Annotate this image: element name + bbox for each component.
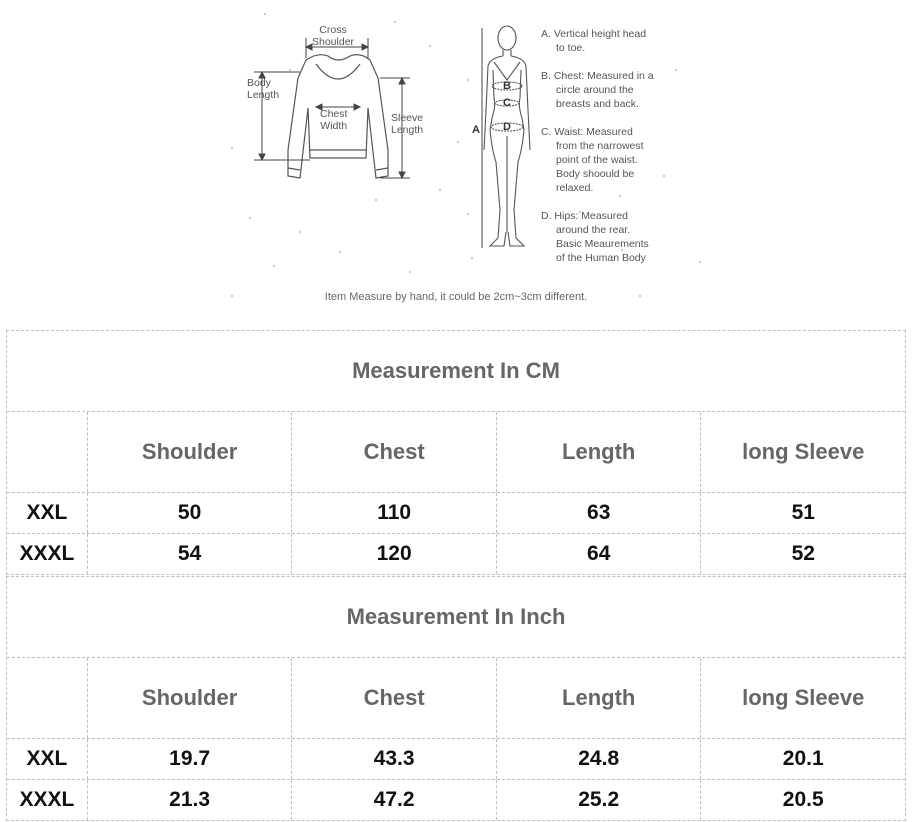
sleeve-cell: 52 — [700, 534, 905, 574]
note-d-line1: D. Hips: Measured — [541, 210, 628, 222]
note-d-line2: around the rear. — [556, 224, 631, 236]
header-cell-sleeve: long Sleeve — [700, 412, 905, 492]
length-cell: 25.2 — [496, 780, 701, 820]
header-cell-chest: Chest — [291, 412, 496, 492]
sleeve-cell: 51 — [700, 493, 905, 533]
chest-cell: 43.3 — [291, 739, 496, 779]
table-title: Measurement In Inch — [7, 577, 905, 658]
note-a-line1: A. Vertical height head — [541, 28, 647, 40]
body-length-label — [247, 77, 279, 101]
measure-caption: Item Measure by hand, it could be 2cm~3cm different. — [324, 291, 588, 303]
cross-shoulder-line1: Cross — [319, 24, 347, 36]
chest-cell: 120 — [291, 534, 496, 574]
sleeve-cell: 20.5 — [700, 780, 905, 820]
length-cell: 63 — [496, 493, 701, 533]
size-table-inch — [6, 576, 906, 821]
table-header-row — [7, 412, 905, 493]
chest-cell: 110 — [291, 493, 496, 533]
shoulder-cell: 19.7 — [87, 739, 292, 779]
header-cell-sleeve: long Sleeve — [700, 658, 905, 738]
header-cell-length: Length — [496, 412, 701, 492]
table-title: Measurement In CM — [7, 331, 905, 412]
cross-shoulder-line2: Shoulder — [312, 36, 355, 48]
body-letter-c: C — [503, 97, 511, 109]
cross-shoulder-label — [312, 24, 354, 48]
note-a-line2: to toe. — [556, 42, 586, 54]
body-figure-drawing — [484, 26, 530, 246]
note-d-line3: Basic Meaurements — [556, 238, 649, 250]
chest-width-line1: Chest — [320, 108, 348, 120]
sleeve-length-line1: Sleeve — [391, 112, 424, 124]
sleeve-length-label — [391, 112, 423, 136]
body-letter-b: B — [503, 80, 511, 92]
chest-width-line2: Width — [320, 120, 348, 132]
body-letter-d: D — [503, 121, 511, 133]
table-row — [7, 493, 905, 534]
note-b — [541, 69, 654, 111]
size-cell: XXXL — [19, 542, 75, 565]
chest-cell: 47.2 — [291, 780, 496, 820]
note-b-line3: breasts and back. — [556, 98, 639, 110]
size-table-cm — [6, 330, 906, 575]
note-b-line2: circle around the — [556, 84, 634, 96]
length-cell: 64 — [496, 534, 701, 574]
length-cell: 24.8 — [496, 739, 701, 779]
header-cell-shoulder: Shoulder — [87, 412, 292, 492]
note-d-line4: of the Human Body — [556, 252, 646, 264]
note-a — [541, 27, 646, 55]
table-header-row — [7, 658, 905, 739]
body-length-line1: Body — [247, 77, 271, 89]
shoulder-cell: 21.3 — [87, 780, 292, 820]
header-cell-size — [7, 658, 87, 738]
size-cell: XXL — [26, 501, 68, 524]
measurement-illustration — [0, 0, 912, 322]
sleeve-cell: 20.1 — [700, 739, 905, 779]
body-length-line2: Length — [247, 89, 280, 101]
size-cell: XXXL — [19, 788, 75, 811]
note-b-line1: B. Chest: Measured in a — [541, 70, 654, 82]
note-c-line4: Body shoould be — [556, 168, 635, 180]
note-c — [541, 125, 644, 195]
measurement-diagram-graphic — [0, 0, 912, 322]
note-c-line5: relaxed. — [556, 182, 594, 194]
size-cell: XXL — [26, 747, 68, 770]
note-c-line2: from the narrowest — [556, 140, 644, 152]
table-row — [7, 534, 905, 574]
header-cell-size — [7, 412, 87, 492]
shoulder-cell: 50 — [87, 493, 292, 533]
note-c-line1: C. Waist: Measured — [541, 126, 633, 138]
header-cell-chest: Chest — [291, 658, 496, 738]
table-row — [7, 739, 905, 780]
shoulder-cell: 54 — [87, 534, 292, 574]
table-row — [7, 780, 905, 820]
header-cell-shoulder: Shoulder — [87, 658, 292, 738]
note-d — [541, 209, 649, 265]
sleeve-length-line2: Length — [391, 124, 424, 136]
chest-width-label — [320, 108, 347, 132]
header-cell-length: Length — [496, 658, 701, 738]
body-letter-a: A — [472, 124, 480, 136]
note-c-line3: point of the waist. — [556, 154, 638, 166]
